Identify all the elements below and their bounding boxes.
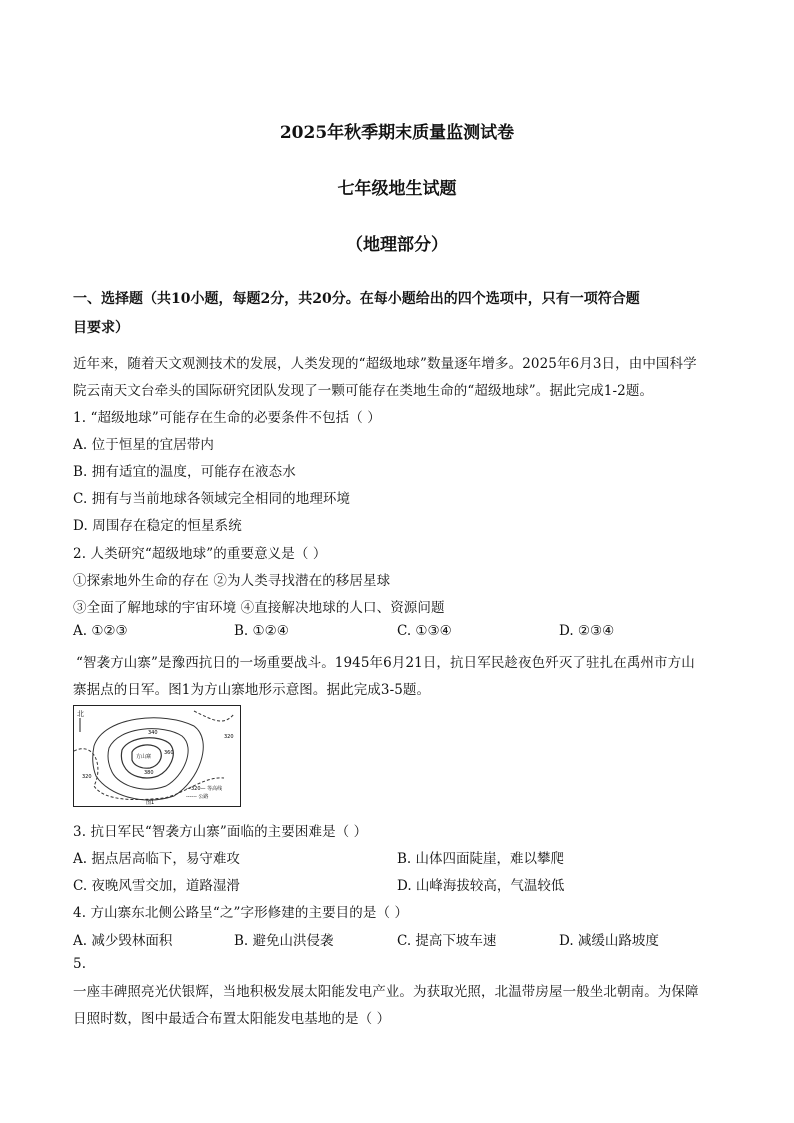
road-line-ne (194, 711, 234, 721)
q3-option-b: B. 山体四面陡崖，难以攀爬 (397, 851, 565, 867)
peak-label: 方山寨 (136, 754, 152, 760)
q2-option-b: B. ①②④ (234, 623, 289, 639)
section-heading-line1: 一、选择题（共10小题，每题2分，共20分。在每小题给出的四个选项中，只有一项符合题 (73, 291, 640, 307)
passage1-line2: 院云南天文台牵头的国际研究团队发现了一颗可能存在类地生命的“超级地球”。据此完成1-2题。 (73, 383, 654, 399)
contour-map (74, 706, 240, 806)
exam-part: （地理部分） (346, 235, 448, 255)
q2-statement-line1: ①探索地外生命的存在 ②为人类寻找潜在的移居星球 (73, 573, 391, 589)
q2-option-d: D. ②③④ (559, 623, 615, 639)
q4-option-d: D. 减缓山路坡度 (559, 933, 659, 949)
north-label: 北 (77, 710, 84, 718)
terrain-map-figure (73, 705, 241, 807)
legend-road: ------ 公路 (186, 794, 209, 800)
q2-option-c: C. ①③④ (397, 623, 452, 639)
q1-option-a: A. 位于恒星的宜居带内 (73, 437, 215, 453)
q3-stem: 3. 抗日军民“智袭方山寨”面临的主要困难是（ ） (73, 824, 368, 840)
figure-caption: 图1 (146, 800, 155, 806)
q1-option-c: C. 拥有与当前地球各领域完全相同的地理环境 (73, 491, 351, 507)
contour-label-2: 360 (164, 750, 174, 756)
q1-option-d: D. 周围存在稳定的恒星系统 (73, 518, 242, 534)
q4-option-a: A. 减少毁林面积 (73, 933, 173, 949)
contour-label-0: 320 (224, 734, 234, 740)
exam-subtitle: 七年级地生试题 (337, 179, 457, 199)
legend-contour: —320— 等高线 (186, 786, 223, 792)
q5-number: 5. (73, 956, 87, 972)
passage2-line1: “智袭方山寨”是豫西抗日的一场重要战斗。1945年6月21日，抗日军民趁夜色歼灭了驻扎在禹州市方山 (76, 655, 695, 671)
q5-stem-line2: 日照时数，图中最适合布置太阳能发电基地的是（ ） (73, 1011, 391, 1027)
q3-option-a: A. 据点居高临下，易守难攻 (73, 851, 240, 867)
section-heading-line2: 目要求） (73, 320, 129, 336)
q2-stem: 2. 人类研究“超级地球”的重要意义是（ ） (73, 546, 327, 562)
q4-stem: 4. 方山寨东北侧公路呈“之”字形修建的主要目的是（ ） (73, 905, 409, 921)
passage2-line2: 寨据点的日军。图1为方山寨地形示意图。据此完成3-5题。 (73, 682, 431, 698)
q4-option-c: C. 提高下坡车速 (397, 933, 497, 949)
contour-label-4: 320 (82, 774, 92, 780)
passage1-line1: 近年来，随着天文观测技术的发展，人类发现的“超级地球”数量逐年增多。2025年6月3日，由中国科学 (73, 356, 697, 372)
contour-label-1: 340 (148, 730, 158, 736)
q3-option-d: D. 山峰海拔较高，气温较低 (397, 878, 565, 894)
exam-title: 2025年秋季期末质量监测试卷 (279, 123, 515, 143)
q1-stem: 1. “超级地球”可能存在生命的必要条件不包括（ ） (73, 410, 381, 426)
contour-label-3: 380 (144, 770, 154, 776)
q2-statement-line2: ③全面了解地球的宇宙环境 ④直接解决地球的人口、资源问题 (73, 600, 445, 616)
q3-option-c: C. 夜晚风雪交加，道路湿滑 (73, 878, 240, 894)
q4-option-b: B. 避免山洪侵袭 (234, 933, 334, 949)
q5-stem-line1: 一座丰碑照亮光伏银辉，当地积极发展太阳能发电产业。为获取光照，北温带房屋一般坐北朝南。为保障 (73, 984, 699, 1000)
q1-option-b: B. 拥有适宜的温度，可能存在液态水 (73, 464, 296, 480)
q2-option-a: A. ①②③ (73, 623, 128, 639)
